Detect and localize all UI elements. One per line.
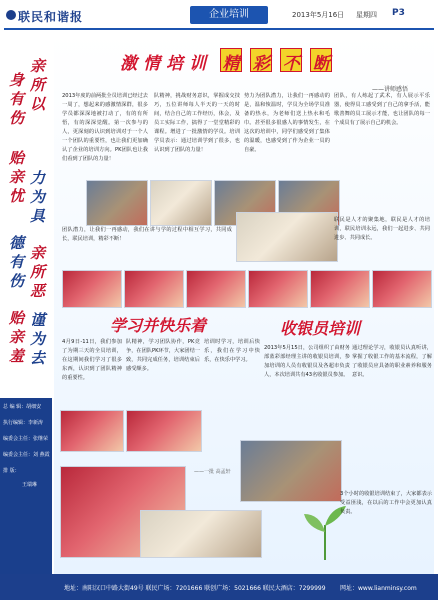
credit-line: 执行编辑：李新涛	[3, 420, 44, 426]
credit-line: 王瑞琳	[22, 482, 38, 488]
training-photo	[140, 510, 262, 558]
article-title: 收银员培训	[280, 319, 361, 338]
title-box-char: 彩	[250, 48, 272, 72]
slogan-text: 力为具	[28, 170, 46, 227]
newspaper-header	[0, 0, 438, 34]
article-column: 2013年度的前两批全员培训已经过去一周了，想起来的感激情深群，很多学员都深深地被打动了，有的有所悟，有的深深觉醒。第一次参与的人，更深刻的认识到培训对于一个人一个团队的重要性，也让我们更加确认了企业的培训方向。PK团队也让我们看到了团队的力量！	[62, 93, 148, 162]
training-photo	[150, 180, 212, 226]
title-text: 激情培训	[120, 54, 212, 74]
article-column: 团队，有人练起了武术，有人展示平乐器，使得员工感受到了自己的拿手活，能歌善舞的员工展示才能，也让团队的每一个成员有了展示自己的机会。	[334, 93, 430, 126]
newspaper-logo: 联民和谐报	[18, 10, 84, 24]
article-column: 势力为团队潜力，让我们一再感动的是，温和恢温时，学员为全场学员准备的热水，为老师们送上热水和毛巾。甚至很多很感人的事情发生，在这次的培训中，同学们感受到了集体的温暖，也感受到了作为企业一员的自豪。	[244, 93, 330, 153]
issue-weekday: 星期四	[356, 11, 377, 19]
article-byline: ——讲师感悟	[372, 86, 409, 93]
slogan-text: 亲所恶	[28, 245, 46, 302]
logo-mark-icon	[6, 10, 16, 20]
article-column: 通过理论学习，收银员认真听讲，掌握了收银工作的基本流程，了解了收银员应具备的职业素养和服务意识。	[352, 345, 432, 378]
training-photo	[240, 440, 342, 502]
slogan-text: 谨为去	[28, 312, 46, 369]
section-tab: 企业培训	[190, 6, 268, 24]
credit-line: 编委会主任：刘 燕霞	[3, 452, 50, 458]
article-column: 培训时学习，培训后快乐，我们在学习中快乐，在快乐中学习。	[204, 339, 260, 363]
title-box-char: 不	[280, 48, 302, 72]
article-title	[120, 48, 420, 82]
editorial-credits	[0, 398, 52, 574]
article-column: 队精神，挑战财务意识，掌握成交技巧，五位讲师每人半天的一天的时间，结合自己的工作经历，体会，及员工实际工作，搞得了一堂堂精彩的课程。增进了一批激情的学员。培训学员表示：通过培训学到了很多，也认识到了团队的力量！	[154, 93, 240, 153]
training-photo	[126, 410, 202, 452]
group-photo	[62, 270, 122, 308]
training-photo	[236, 212, 338, 262]
article-column: 2013年5月15日，公司组织了由财务部蓝彩部经理主讲的收银员培训，参加培训的人员有收银员及各超市负责人，本次培训共有43名收银员参加。	[264, 345, 350, 378]
article-column: 联民是人才的聚集地，联民是人才的培训，联民培训永远，我们一起进步、共同进步、共同成长。	[334, 217, 430, 241]
footer-address: 地址：南阳汉口中路大街49号 联民广场：7201666 联创广场：5021666 联民大酒店：7299999	[64, 585, 326, 592]
article-column: 团队潜力，让我们一再感动，我们在讲与学的过程中相互学习，共同成长，联民培训，精彩不断！	[62, 227, 232, 242]
slogan-text: 亲所以	[28, 58, 46, 115]
training-photo	[60, 410, 124, 452]
slogan-text: 贻亲忧	[7, 150, 25, 207]
training-photo	[86, 180, 148, 226]
group-photo	[372, 270, 432, 308]
group-photo	[186, 270, 246, 308]
page-number: P3	[392, 8, 405, 18]
article-title: 学习并快乐着	[110, 316, 207, 335]
article-column: 4月9日-11日，我们参加了为期三天的全员培训，在这期间我们学习了很多东西，认识到了团队精神的重要性。	[62, 339, 122, 381]
credit-line: 编委会主任：张继荣	[3, 436, 49, 442]
group-photo	[310, 270, 370, 308]
footer-website: 网址：www.lianminsy.com	[340, 585, 417, 592]
article-column: 队精神，学习团队协作，PK竞争，在团队PK环节，大家团结一致，共同完成任务，培训结束后感受颇多。	[126, 339, 200, 372]
header-divider	[4, 28, 434, 30]
issue-date: 2013年5月16日	[292, 11, 345, 19]
slogan-text: 身有伤	[7, 72, 25, 129]
page-footer	[0, 574, 438, 600]
credit-line: 总 编 辑：胡细安	[3, 404, 42, 410]
title-box-char: 精	[220, 48, 242, 72]
slogan-text: 德有伤	[7, 235, 25, 292]
group-photo	[124, 270, 184, 308]
group-photo	[248, 270, 308, 308]
title-box-char: 断	[310, 48, 332, 72]
slogan-text: 贻亲羞	[7, 310, 25, 367]
article-column: 3个小时的收银培训结束了，大家都表示受益匪浅，在以后的工作中会更加认真负责。	[340, 491, 432, 515]
article-byline: ——一批 高孟轩	[194, 469, 231, 475]
credit-line: 排 版：	[3, 468, 20, 474]
